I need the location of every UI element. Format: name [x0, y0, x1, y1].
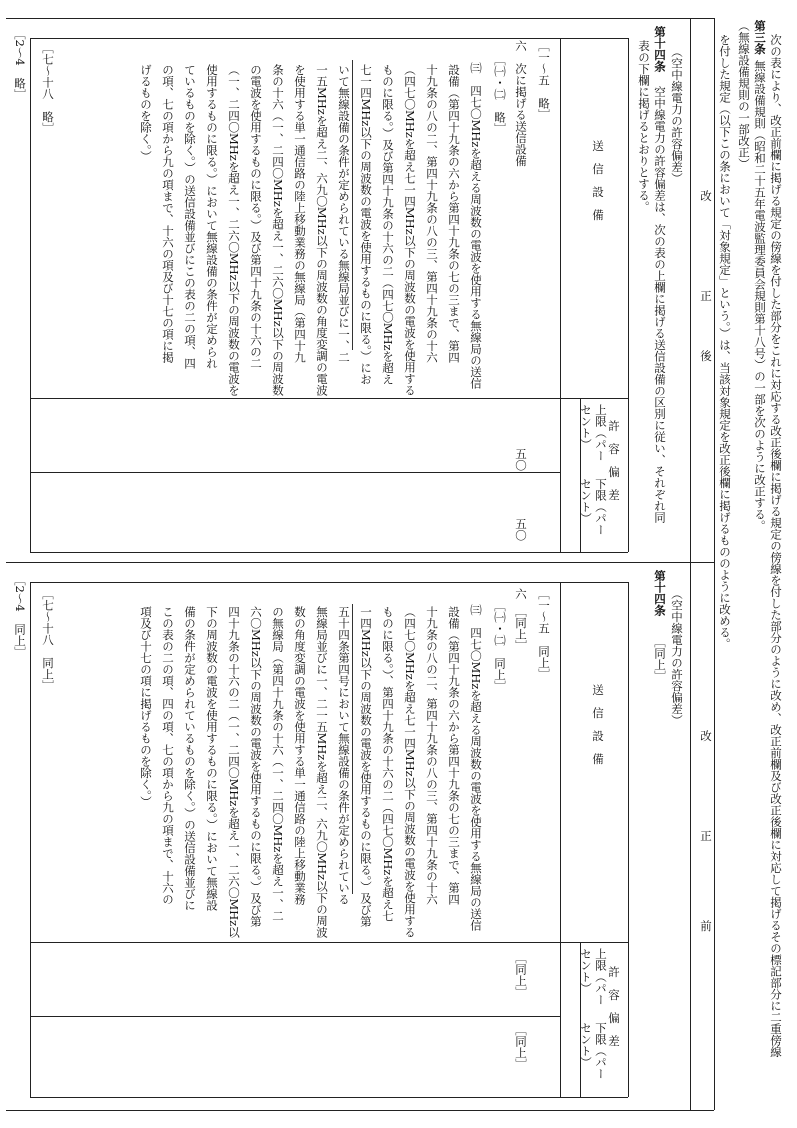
before-row-6-k: の無線局（第四十九条の十六（一、二四〇MHzを超え一、二 [271, 606, 285, 922]
after-row-6-q: げるものを除く。） [139, 64, 153, 162]
after-label-3: 後 [699, 350, 713, 362]
before-article-note: （空中線電力の許容偏差） [670, 588, 684, 726]
after-row-6-d: 十九条の八の二、第四十九条の八の三、第四十九条の十六 [425, 64, 439, 363]
before-row-6-d: 十九条の八の二、第四十九条の八の三、第四十九条の十六 [425, 606, 439, 905]
before-table-right [628, 582, 629, 1097]
after-row-6: 六 次に掲げる送信設備 [514, 40, 528, 167]
before-label-2: 正 [699, 830, 713, 842]
before-row-6-c: 設備（第四十九条の六から第四十九条の七の三まで、第四 [447, 606, 461, 905]
after-table-bottom [30, 552, 628, 553]
before-label-3: 前 [699, 920, 713, 932]
before-article-title: 第十四条 [653, 570, 667, 616]
before-row-6-q: 項及び十七の項に掲げるものを除く。） [139, 606, 153, 808]
before-row-6-j: 数の角度変調の電波を使用する単一通信路の陸上移動業務 [293, 606, 307, 905]
after-head-tolerance: 許 容 偏 差 [607, 420, 621, 501]
before-omit-7-18: ［七～十八 同上］ [41, 588, 55, 692]
before-article-same: ［同上］ [653, 636, 667, 682]
after-row-6-j: を使用する単一通信路の陸上移動業務の無線局（第四十九 [293, 64, 307, 363]
after-row-6-3: ㈢ 四七〇MHzを超える周波数の電波を使用する無線局の送信 [469, 62, 483, 389]
article3-line1: 無線設備規則（昭和二十五年電波監理委員会規則第十八号）の一部を次のように改正する。 [753, 60, 767, 532]
before-row-6-g: 一四MHz以下の周波数の電波を使用するものに限る。）及び第 [359, 606, 373, 928]
before-row-1-5: ［一～五 同上］ [537, 588, 551, 680]
before-table-divider-tol [30, 942, 628, 943]
before-omit-2-4: ［2～4 同上］ [13, 574, 27, 658]
amendment-subject: （無線設備規則の一部改正） [737, 20, 751, 170]
before-table-top [30, 582, 628, 583]
before-table-bottom [30, 1097, 628, 1098]
after-row-6-h: いて無線設備の条件が定められている無線局並びに一、二 [337, 64, 351, 363]
after-table-top [30, 38, 628, 39]
before-label-1: 改 [699, 730, 713, 742]
after-table-divider-tol [30, 398, 628, 399]
frame-bottom-border [6, 1110, 714, 1111]
after-row-6-m: （一、二四〇MHzを超え一、二六〇MHz以下の周波数の電波を [227, 64, 241, 396]
after-row-6-c: 設備（第四十九条の六から第四十九条の七の三まで、第四 [447, 64, 461, 363]
before-row-6-n: 下の周波数の電波を使用するものに限る。）において無線設 [205, 606, 219, 911]
before-head-tolerance: 許 容 偏 差 [607, 966, 621, 1047]
after-omit-7-18: ［七～十八 略］ [41, 42, 55, 134]
before-row-6-i: 無線局並びに一、二一五MHzを超え二、六九〇MHz以下の周波 [315, 606, 329, 938]
after-row-6-i: 一五MHzを超え二、六九〇MHz以下の周波数の角度変調の電波 [315, 64, 329, 396]
after-label-2: 正 [699, 290, 713, 302]
before-table-divider-upper-lower [30, 1016, 560, 1017]
after-row-6-g: 七一四MHz以下の周波数の電波を使用するものに限る。）にお [359, 64, 373, 386]
after-table-divider-upper-lower [30, 472, 560, 473]
before-table-head-divider [560, 582, 561, 1097]
before-table-left [30, 582, 31, 1097]
after-table-left [30, 38, 31, 552]
after-row-6-p: の項、七の項から九の項まで、十六の項及び十七の項に掲 [161, 64, 175, 363]
after-row-6-k: 条の十六（一、二四〇MHzを超え一、二六〇MHz以下の周波数 [271, 64, 285, 396]
after-article-title: 第十四条 [653, 26, 667, 72]
after-article-line2: 表の下欄に掲げるとおりとする。 [637, 40, 651, 213]
after-head-lower: 下限（パーセント） [579, 478, 608, 536]
article3-line2: 次の表により、改正前欄に掲げる規定の傍線を付した部分をこれに対応する改正後欄に掲げる規定の傍線を付した部分のように改め、改正前欄及び改正後欄に対応して掲げるその標記部分に二重傍線 [769, 34, 783, 1058]
after-table-right [628, 38, 629, 552]
after-article-note: （空中線電力の許容偏差） [670, 46, 684, 184]
article3-line3-text: を付した規定（以下この条において「対象規定」という。）は、当該対象規定を改正後欄に掲げるもののように改める。 [718, 34, 732, 650]
after-row-6-n: 使用するものに限る。）において無線設備の条件が定められ [205, 64, 219, 369]
after-omit-2-4: ［2～4 略］ [13, 28, 27, 101]
before-row-6-p: この表の二の項、四の項、七の項から九の項まで、十六の [161, 606, 175, 905]
before-head-equipment: 送 信 設 備 [591, 684, 605, 765]
after-row-6-omit: ［㈠・㈡ 略］ [493, 54, 507, 135]
frame-right-border [714, 18, 715, 1110]
label-column-divider [690, 18, 691, 1110]
after-table-head-divider [560, 38, 561, 552]
after-head-upper: 上限（パーセント） [579, 404, 608, 462]
after-row-6-l: の電波を使用するものに限る。）及び第四十九条の十六の二 [249, 64, 263, 369]
before-row-6-e: （四七〇MHzを超え七一四MHz以下の周波数の電波を使用する [403, 606, 417, 938]
after-row-1-5: ［一～五 略］ [537, 40, 551, 121]
before-row-6-3: ㈢ 四七〇MHzを超える周波数の電波を使用する無線局の送信 [469, 604, 483, 931]
before-row-6-o: 備の条件が定められているものを除く。）の送信設備並びに [183, 606, 197, 911]
section-divider [6, 562, 714, 563]
before-upper-value: ［同上］ [514, 952, 528, 998]
article3-title: 第三条 [753, 20, 767, 55]
before-lower-value: ［同上］ [514, 1024, 528, 1070]
after-head-equipment: 送 信 設 備 [591, 140, 605, 221]
after-row-6-e: （四七〇MHzを超え七一四MHz以下の周波数の電波を使用する [403, 64, 417, 396]
after-row-6-o: ているものを除く。）の送信設備並びにこの表の二の項、四 [183, 64, 197, 369]
frame-top-border [6, 18, 714, 19]
before-row-6: 六 ［同上］ [514, 588, 528, 652]
after-row-6-f: ものに限る。）及び第四十九条の十六の二（四七〇MHzを超え [381, 64, 395, 386]
after-article-line1: 空中線電力の許容偏差は、次の表の上欄に掲げる送信設備の区別に従い、それぞれ同 [653, 86, 667, 523]
before-change-mark [352, 604, 353, 894]
after-label-1: 改 [699, 190, 713, 202]
before-head-upper: 上限（パーセント） [579, 948, 608, 1006]
before-row-6-m: 四十九条の十六の二（一、二四〇MHzを超え一、二六〇MHz以 [227, 606, 241, 938]
after-change-mark [352, 60, 353, 350]
before-row-6-omit: ［㈠・㈡ 同上］ [493, 600, 507, 692]
before-row-6-l: 六〇MHz以下の周波数の電波を使用するものに限る。）及び第 [249, 606, 263, 928]
before-head-lower: 下限（パーセント） [579, 1022, 608, 1080]
after-lower-value: 五〇 [514, 518, 528, 541]
before-row-6-f: ものに限る。）、第四十九条の十六の二（四七〇MHzを超え七 [381, 606, 395, 922]
before-row-6-h: 五十四条第四号において無線設備の条件が定められている [337, 606, 351, 905]
after-upper-value: 五〇 [514, 448, 528, 471]
